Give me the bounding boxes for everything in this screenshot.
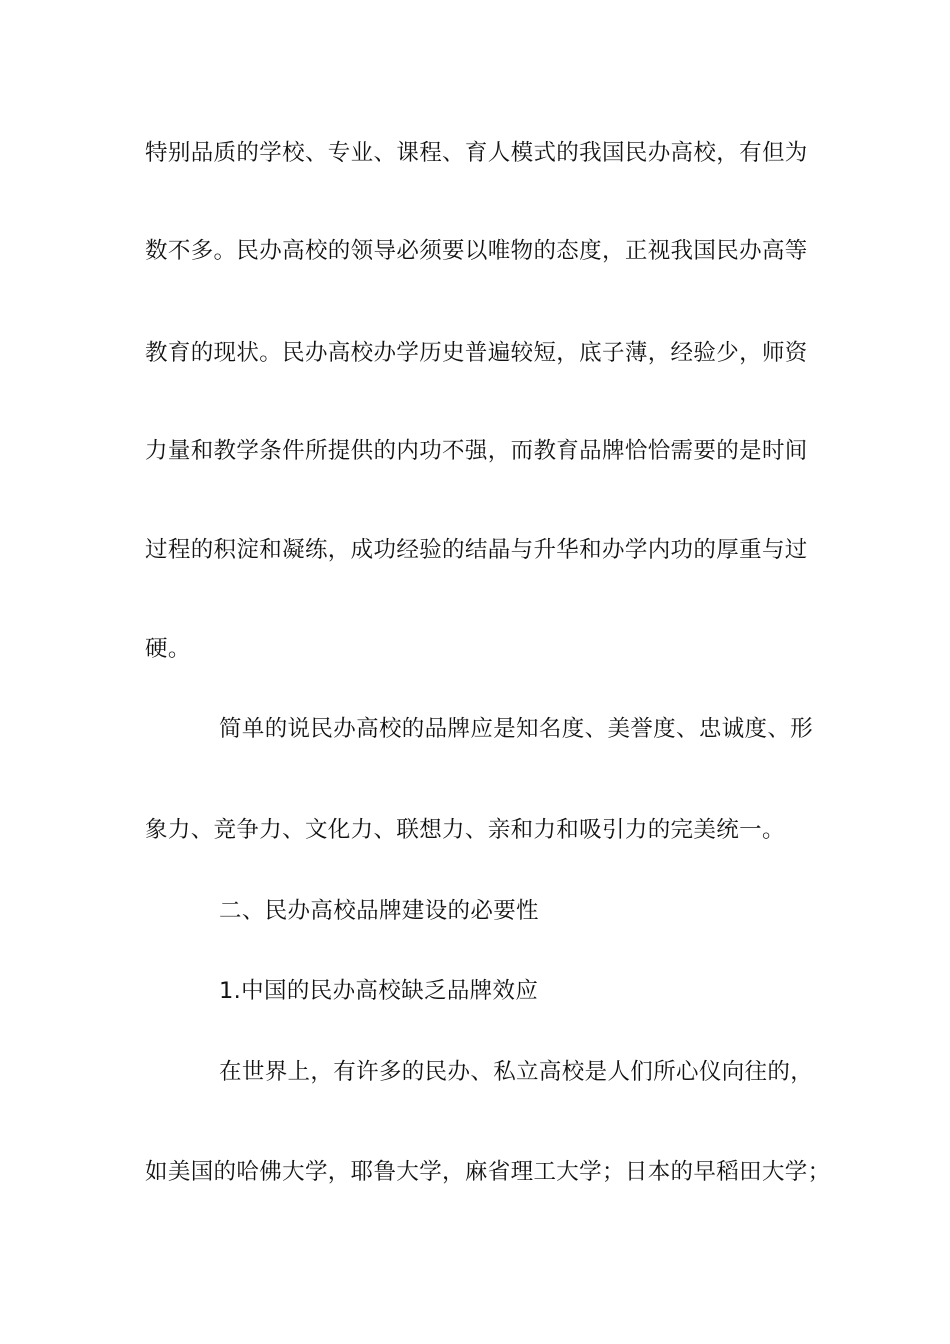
section-heading: 二、民办高校品牌建设的必要性 (219, 898, 539, 924)
paragraph-first-line: 在世界上，有许多的民办、私立高校是人们所心仪向往的， (219, 1059, 814, 1085)
paragraph-first-line: 简单的说民办高校的品牌应是知名度、美誉度、忠诚度、形 (219, 716, 814, 742)
text-line: 象力、竞争力、文化力、联想力、亲和力和吸引力的完美统一。 (145, 817, 785, 843)
text-line: 力量和教学条件所提供的内功不强，而教育品牌恰恰需要的是时间 (145, 438, 808, 464)
text-line: 如美国的哈佛大学，耶鲁大学，麻省理工大学；日本的早稻田大学； (145, 1159, 831, 1185)
text-line: 教育的现状。民办高校办学历史普遍较短，底子薄，经验少，师资 (145, 340, 808, 366)
text-line: 数不多。民办高校的领导必须要以唯物的态度，正视我国民办高等 (145, 238, 808, 264)
text-line: 特别品质的学校、专业、课程、育人模式的我国民办高校，有但为 (145, 140, 808, 166)
subsection-heading: 1.中国的民办高校缺乏品牌效应 (219, 978, 539, 1004)
text-line: 过程的积淀和凝练，成功经验的结晶与升华和办学内功的厚重与过 (145, 537, 808, 563)
text-line: 硬。 (145, 636, 191, 662)
